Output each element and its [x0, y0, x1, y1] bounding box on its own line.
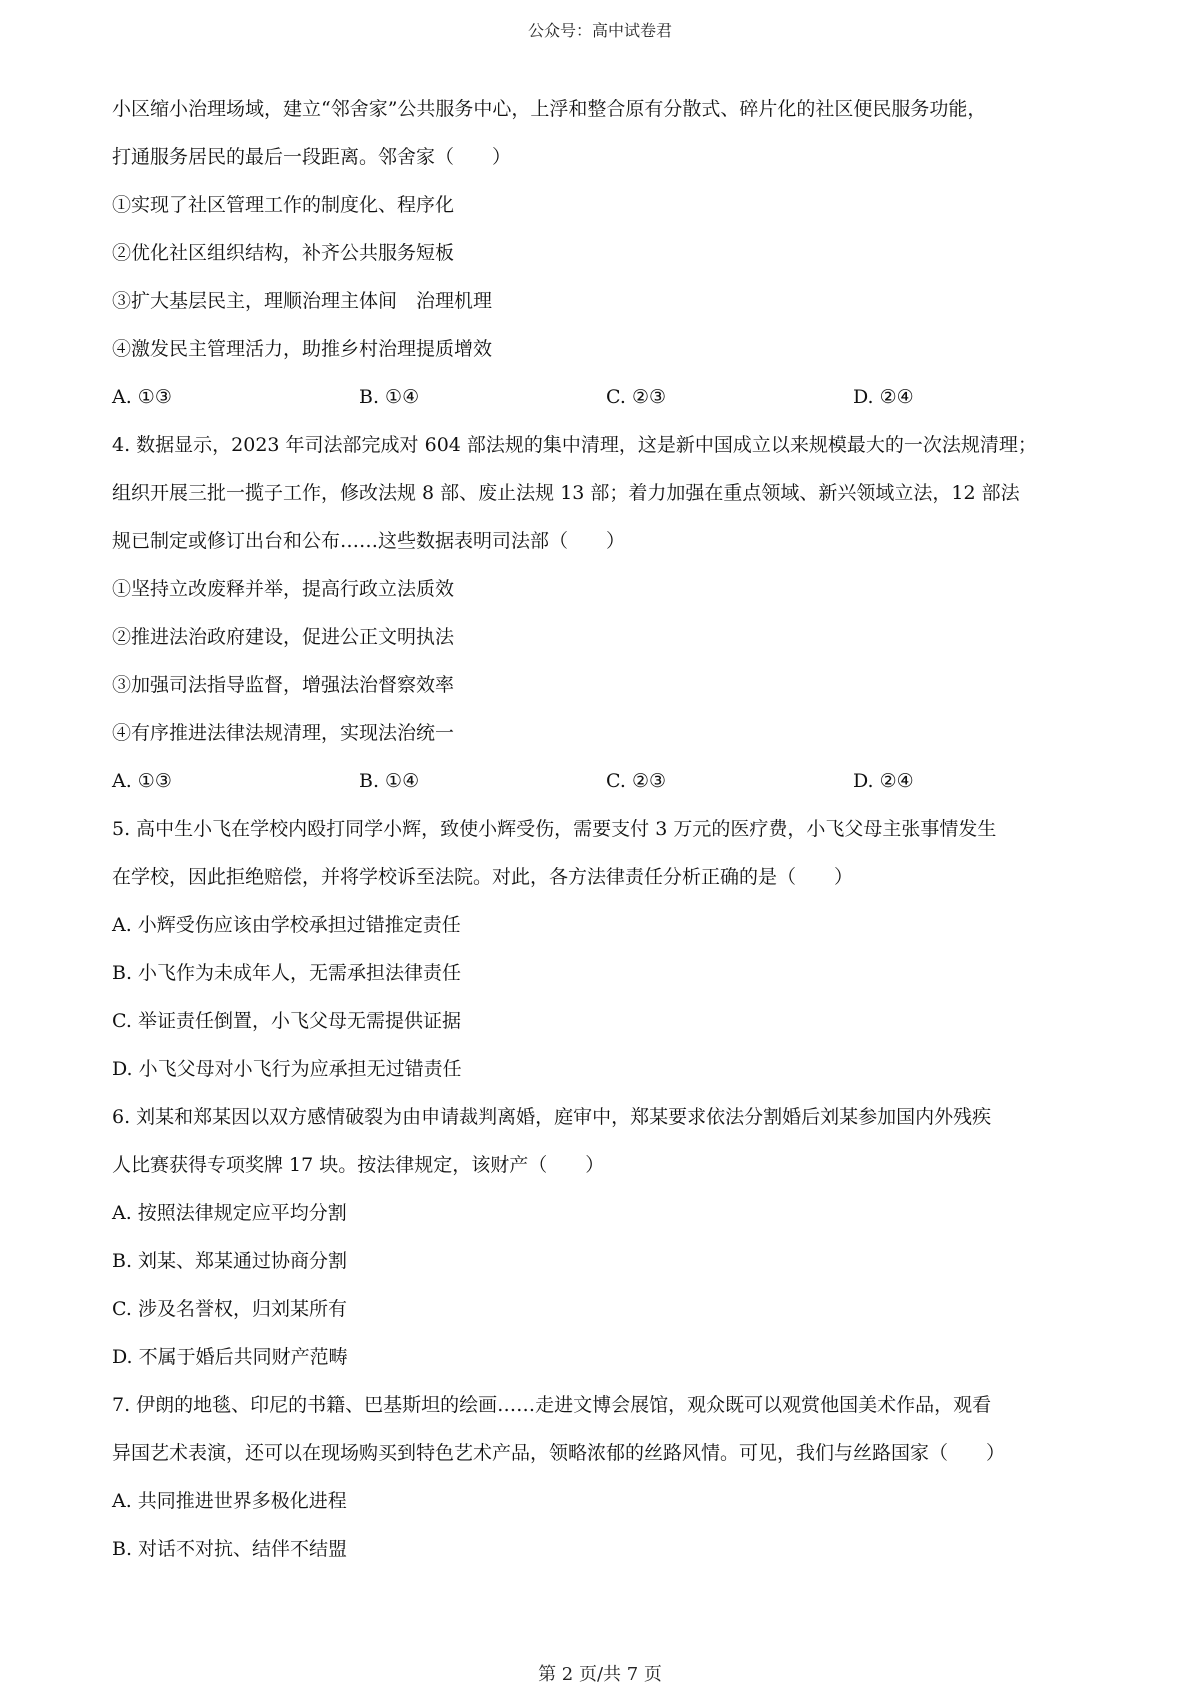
question-6	[112, 1102, 1112, 1390]
option-a: A. 小辉受伤应该由学校承担过错推定责任	[112, 914, 461, 936]
answer-options-row	[112, 766, 1112, 814]
option-c: C. 举证责任倒置，小飞父母无需提供证据	[112, 1010, 461, 1032]
question-stem-line: 人比赛获得专项奖牌 17 块。按法律规定，该财产（ ）	[112, 1154, 605, 1176]
option-b: B. 刘某、郑某通过协商分割	[112, 1250, 348, 1272]
statement-item: ②优化社区组织结构，补齐公共服务短板	[112, 242, 455, 264]
statement-item: ④有序推进法律法规清理，实现法治统一	[112, 722, 455, 744]
option-d: D. 小飞父母对小飞行为应承担无过错责任	[112, 1058, 462, 1080]
question-stem-line: 6. 刘某和郑某因以双方感情破裂为由申请裁判离婚，庭审中，郑某要求依法分割婚后刘某参加国内外残疾	[112, 1106, 992, 1128]
question-stem-line: 组织开展三批一揽子工作，修改法规 8 部、废止法规 13 部；着力加强在重点领域、新兴领域立法，12 部法	[112, 482, 1020, 504]
option-c: C. ②③	[606, 770, 667, 792]
statement-item: ③扩大基层民主，理顺治理主体间 治理机理	[112, 290, 493, 312]
answer-options-row	[112, 382, 1112, 430]
question-4	[112, 430, 1112, 814]
option-a: A. ①③	[112, 770, 172, 792]
page-footer: 第 2 页/共 7 页	[538, 1664, 662, 1685]
statement-item: ③加强司法指导监督，增强法治督察效率	[112, 674, 455, 696]
option-a: A. 共同推进世界多极化进程	[112, 1490, 347, 1512]
statement-item: ①坚持立改废释并举，提高行政立法质效	[112, 578, 455, 600]
option-a: A. 按照法律规定应平均分割	[112, 1202, 347, 1224]
statement-item: ②推进法治政府建设，促进公正文明执法	[112, 626, 455, 648]
option-b: B. 对话不对抗、结伴不结盟	[112, 1538, 348, 1560]
statement-item: ①实现了社区管理工作的制度化、程序化	[112, 194, 455, 216]
question-stem-line: 规已制定或修订出台和公布……这些数据表明司法部（ ）	[112, 530, 626, 552]
option-a: A. ①③	[112, 386, 172, 408]
option-b: B. 小飞作为未成年人，无需承担法律责任	[112, 962, 462, 984]
option-c: C. 涉及名誉权，归刘某所有	[112, 1298, 347, 1320]
option-d: D. 不属于婚后共同财产范畴	[112, 1346, 348, 1368]
option-d: D. ②④	[853, 770, 914, 792]
question-stem-line: 5. 高中生小飞在学校内殴打同学小辉，致使小辉受伤，需要支付 3 万元的医疗费，小飞父母主张事情发生	[112, 818, 997, 840]
question-7	[112, 1390, 1112, 1582]
option-b: B. ①④	[359, 770, 420, 792]
option-d: D. ②④	[853, 386, 914, 408]
question-stem-line: 7. 伊朗的地毯、印尼的书籍、巴基斯坦的绘画……走进文博会展馆，观众既可以观赏他国美术作品，观看	[112, 1394, 992, 1416]
question-5	[112, 814, 1112, 1102]
question-stem-line: 小区缩小治理场域，建立“邻舍家”公共服务中心，上浮和整合原有分散式、碎片化的社区便民服务功能，	[112, 98, 987, 120]
page-content	[112, 94, 1112, 1582]
question-stem-line: 在学校，因此拒绝赔偿，并将学校诉至法院。对此，各方法律责任分析正确的是（ ）	[112, 866, 854, 888]
question-stem-line: 异国艺术表演，还可以在现场购买到特色艺术产品，领略浓郁的丝路风情。可见，我们与丝路国家（ ）	[112, 1442, 1006, 1464]
question-3	[112, 94, 1112, 430]
statement-item: ④激发民主管理活力，助推乡村治理提质增效	[112, 338, 493, 360]
option-c: C. ②③	[606, 386, 667, 408]
question-stem-line: 打通服务居民的最后一段距离。邻舍家（ ）	[112, 146, 512, 168]
option-b: B. ①④	[359, 386, 420, 408]
page-header: 公众号：高中试卷君	[527, 21, 672, 40]
question-stem-line: 4. 数据显示，2023 年司法部完成对 604 部法规的集中清理，这是新中国成立以来规模最大的一次法规清理；	[112, 434, 1037, 456]
